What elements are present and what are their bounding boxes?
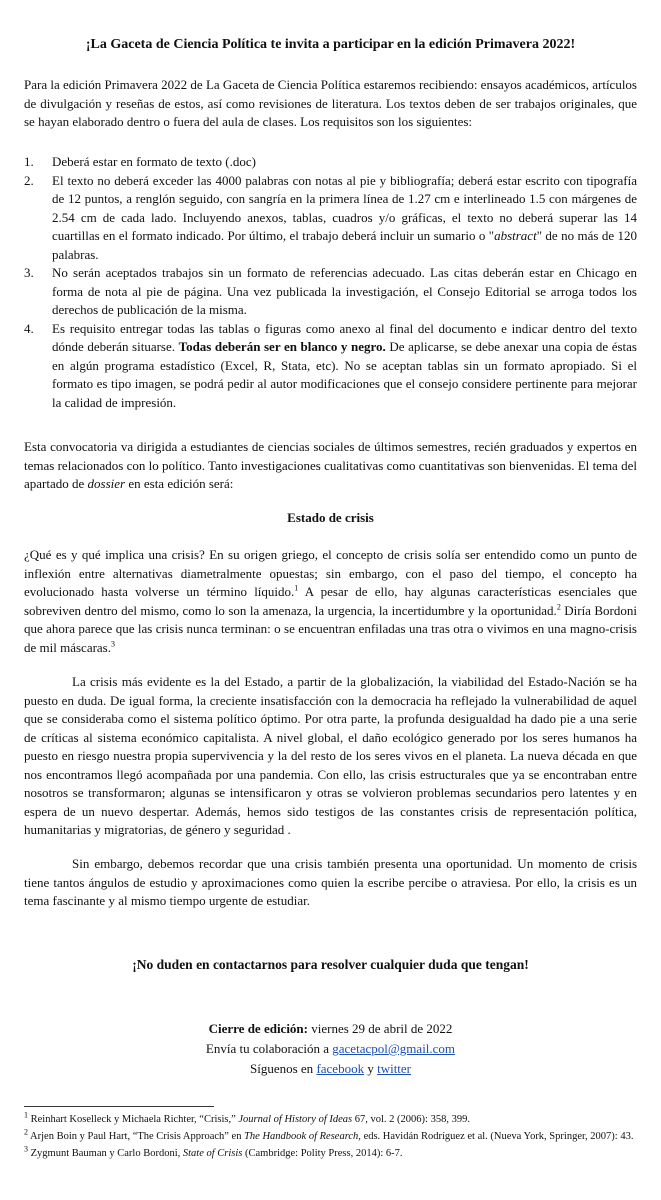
facebook-link[interactable]: facebook: [316, 1061, 365, 1076]
footnote-number: 1: [24, 1110, 28, 1120]
bold-requirement: Todas deberán ser en blanco y negro.: [178, 339, 386, 354]
footnote-text: Arjen Boin y Paul Hart, “The Crisis Approach” en: [28, 1131, 245, 1142]
list-item: [24, 153, 637, 172]
section-title: Estado de crisis: [287, 510, 374, 525]
footnote-item: [24, 1110, 637, 1127]
follow-line: [24, 1059, 637, 1079]
list-text: No serán aceptados trabajos sin un formato de referencias adecuado. Las citas deberán estar en Chicago en forma de nota al pie de página. Una vez publicada la investigación, el Consejo Editorial se arroga todos los derechos de publicación de la misma.: [52, 265, 637, 317]
intro-paragraph: Para la edición Primavera 2022 de La Gaceta de Ciencia Política estaremos recibiendo: ensayos académicos, artículos de divulgación y reseñas de estos, así como revisiones de literatura. Los textos deben de ser trabajos originales, que se hayan elaborado dentro o fuera del aula de clases. Los requisitos son los siguientes:: [24, 77, 637, 129]
footnote-title: Journal of History of Ideas: [238, 1114, 353, 1125]
p1-text-a: ¿Qué es y qué implica una crisis? En su origen griego, el concepto de crisis solía ser entendido como un punto de inflexión entre alternativas diametralmente opuestas; sin embargo, con el paso del tiempo, el concepto ha evolucionado hasta volverse un término líquido.: [24, 547, 637, 599]
footnotes: [24, 1110, 637, 1164]
send-line: [24, 1039, 637, 1059]
call-text-end: en esta edición será:: [125, 476, 234, 491]
p1-text-c: Diría Bordoni que ahora parece que las crisis nunca terminan: o se encuentran enfiladas una tras otra o vivimos en una magno-crisis de mil máscaras.: [24, 602, 637, 655]
footnote-ref-3[interactable]: 3: [111, 639, 115, 649]
list-text-end: " de no más de 120 palabras.: [52, 228, 637, 262]
twitter-link[interactable]: twitter: [377, 1061, 412, 1076]
dossier-term: dossier: [87, 476, 126, 491]
footnote-text: Reinhart Koselleck y Michaela Richter, “Crisis,”: [28, 1114, 239, 1125]
call-paragraph: [24, 438, 637, 494]
contact-callout: ¡No duden en contactarnos para resolver cualquier duda que tengan!: [132, 957, 529, 972]
body-paragraph-1: [24, 546, 637, 657]
footnote-ref-2[interactable]: 2: [556, 602, 561, 612]
list-number: 4.: [24, 320, 34, 336]
deadline-value: viernes 29 de abril de 2022: [308, 1021, 453, 1036]
call-text: Esta convocatoria va dirigida a estudiantes de ciencias sociales de últimos semestres, recién graduados y expertos en temas relacionados con lo político. Tanto investigaciones cualitativas como cuantitativas son bienvenidas. El tema del apartado de: [24, 439, 637, 491]
footnote-item: [24, 1127, 637, 1144]
footnote-number: 2: [24, 1127, 28, 1137]
footnote-title: The Handbook of Research,: [244, 1131, 361, 1142]
footnote-ref-1[interactable]: 1: [294, 583, 299, 593]
footnote-text: Zygmunt Bauman y Carlo Bordoni,: [28, 1148, 183, 1159]
list-number: 3.: [24, 265, 34, 280]
list-text: El texto no deberá exceder las 4000 palabras con notas al pie y bibliografía; deberá estar escrito con tipografía de 12 puntos, a renglón seguido, con sangría en la primera línea de 1.27 cm e interlineado 1.5 con márgenes de 2.54 cm de cada lado. Incluyendo anexos, tablas, cuadros y/o gráficas, el texto no deberá superar las 14 cuartillas en el formato indicado. Por último, el trabajo deberá incluir un sumario o ": [52, 172, 637, 243]
list-text: Es requisito entregar todas las tablas o figuras como anexo al final del documento e indicar dentro del texto dónde deberán situarse.: [52, 320, 637, 354]
list-text: Deberá estar en formato de texto (.doc): [52, 154, 256, 169]
abstract-term: abstract: [494, 228, 537, 243]
list-item: [24, 264, 637, 320]
deadline-label: Cierre de edición:: [208, 1021, 308, 1036]
list-number: 1.: [24, 154, 34, 169]
deadline-line: [24, 1019, 637, 1039]
footnote-number: 3: [24, 1144, 28, 1154]
list-number: 2.: [24, 172, 34, 188]
footnote-text-end: (Cambridge: Polity Press, 2014): 6-7.: [242, 1148, 403, 1159]
footnote-divider: [24, 1106, 214, 1107]
list-item: [24, 320, 637, 413]
footnote-title: State of Crisis: [182, 1148, 243, 1159]
footnote-item: [24, 1144, 637, 1161]
requirements-list: [24, 153, 637, 412]
page-title: ¡La Gaceta de Ciencia Política te invita a participar en la edición Primavera 2022!: [85, 37, 576, 52]
p1-text-b: A pesar de ello, hay algunas características esenciales que sobreviven dentro del mismo, como lo son la amenaza, la urgencia, la incertidumbre y la oportunidad.: [24, 584, 637, 618]
footnote-text-end: eds. Havidán Rodríguez et al. (Nueva York, Springer, 2007): 43.: [360, 1131, 634, 1142]
footnote-text-end: 67, vol. 2 (2006): 358, 399.: [352, 1114, 470, 1125]
closing-block: [24, 1019, 637, 1079]
follow-text: Síguenos en: [249, 1061, 317, 1076]
email-link[interactable]: gacetacpol@gmail.com: [332, 1041, 456, 1056]
body-paragraph-2: La crisis más evidente es la del Estado, a partir de la globalización, la viabilidad del Estado-Nación se ha puesto en duda. De igual forma, la creciente insatisfacción con la democracia ha reflejado la vulnerabilidad de aquel que se consideraba como el sistema político óptimo. Por otra parte, la profunda desigualdad ha dado pie a una serie de críticas al sistema económico capitalista. A nivel global, el daño ecológico generado por los seres humanos ha puesto en riesgo nuestra propia supervivencia y la del resto de los seres vivos en el planeta. La nueva década en que nos encontramos llegó acompañada por una pandemia. Con ello, las crisis estructurales que ya se encontraban entre nosotros se transformaron; algunas se intensificaron y otras se volvieron problemas secundarios pero latentes y en espera de un nuevo despertar. Además, hemos sido testigos de las constantes crisis de representación política, humanitarias y migratorias, de género y seguridad .: [24, 674, 637, 837]
and-text: y: [364, 1061, 378, 1076]
list-text-end: De aplicarse, se debe anexar una copia de éstas en algún programa estadístico (Excel, R, Stata, etc). No se aceptan tablas sin un formato apropiado. Si el formato es tipo imagen, se podrá pedir al autor modificaciones que el consejo considere pertinente para mejorar la calidad de impresión.: [52, 339, 637, 410]
send-text: Envía tu colaboración a: [205, 1041, 333, 1056]
body-paragraph-3: Sin embargo, debemos recordar que una crisis también presenta una oportunidad. Un momento de crisis tiene tantos ángulos de estudio y aproximaciones como quien la escribe percibe o atraviesa. Por ello, la crisis es un tema fascinante y al mismo tiempo urgente de estudiar.: [24, 856, 637, 908]
list-item: [24, 172, 637, 265]
